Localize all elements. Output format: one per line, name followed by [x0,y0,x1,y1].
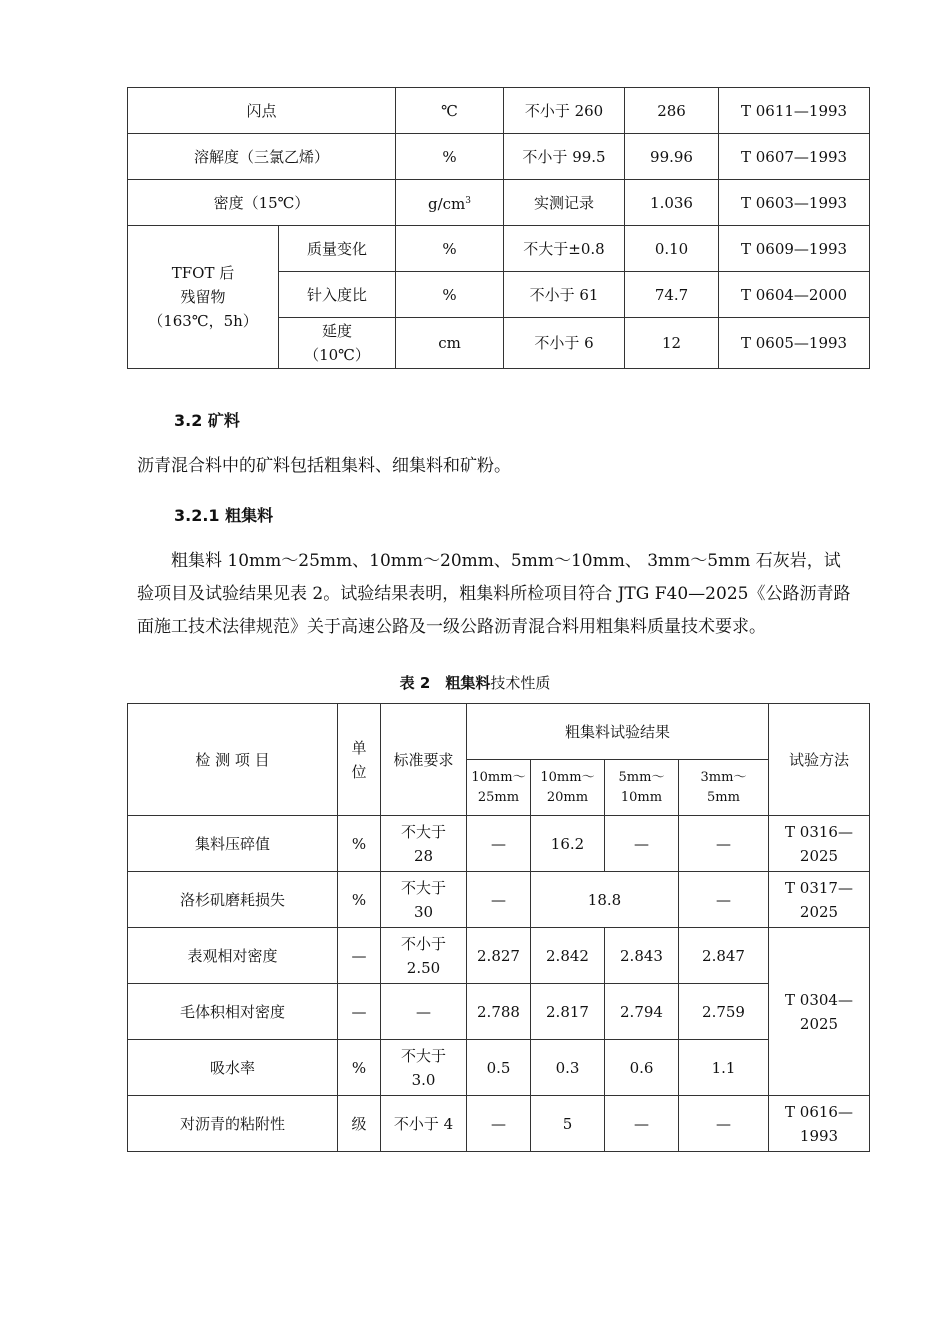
result-cell: 12 [625,318,719,369]
table-row [128,226,870,272]
result-cell: 99.96 [625,134,719,180]
unit-cell: — [338,984,381,1040]
value-cell: — [605,1096,679,1152]
subsection-heading: 3.2.1 粗集料 [174,506,274,525]
table-caption: 表 2 粗集料技术性质 [399,674,551,692]
value-cell: — [467,816,531,872]
size-header: 10mm～ 25mm [467,760,531,816]
method-cell: T 0605—1993 [719,318,870,369]
unit-cell: % [396,134,504,180]
size-header: 10mm～ 20mm [531,760,605,816]
header-results: 粗集料试验结果 [467,704,769,760]
value-cell: — [605,816,679,872]
item-cell: 吸水率 [128,1040,338,1096]
header-method: 试验方法 [769,704,870,816]
requirement-cell: 不小于 99.5 [504,134,625,180]
paragraph: 沥青混合料中的矿料包括粗集料、细集料和矿粉。 [137,456,511,476]
asphalt-properties-table [127,87,870,369]
header-requirement: 标准要求 [381,704,467,816]
table-row [128,134,870,180]
method-cell: T 0316— 2025 [769,816,870,872]
method-cell: T 0607—1993 [719,134,870,180]
item-cell: 集料压碎值 [128,816,338,872]
header-row [128,704,870,760]
method-cell: T 0603—1993 [719,180,870,226]
item-cell: 洛杉矶磨耗损失 [128,872,338,928]
unit-cell: — [338,928,381,984]
value-cell: 2.847 [679,928,769,984]
unit-cell: % [396,272,504,318]
value-cell: 0.5 [467,1040,531,1096]
value-cell: — [679,816,769,872]
item-cell: 对沥青的粘附性 [128,1096,338,1152]
requirement-cell: 不大于 30 [381,872,467,928]
value-cell: 2.843 [605,928,679,984]
unit-cell: % [338,1040,381,1096]
requirement-cell: 实测记录 [504,180,625,226]
value-cell: — [467,872,531,928]
table-row [128,984,870,1040]
value-cell: 16.2 [531,816,605,872]
header-unit: 单 位 [338,704,381,816]
unit-cell: $g/cm^3$ [396,180,504,226]
requirement-cell: 不大于±0.8 [504,226,625,272]
item-cell: 闪点 [128,88,396,134]
requirement-cell: 不大于 28 [381,816,467,872]
value-cell: — [467,1096,531,1152]
method-cell: T 0616— 1993 [769,1096,870,1152]
table-row [128,928,870,984]
value-cell: 2.788 [467,984,531,1040]
value-cell: 2.827 [467,928,531,984]
group-label-cell: TFOT 后 残留物 （163℃，5h） [128,226,279,369]
value-cell: 5 [531,1096,605,1152]
table-row [128,180,870,226]
item-cell: 毛体积相对密度 [128,984,338,1040]
result-cell: 286 [625,88,719,134]
header-item: 检 测 项 目 [128,704,338,816]
requirement-cell: 不小于 6 [504,318,625,369]
size-header: 3mm～ 5mm [679,760,769,816]
item-cell: 质量变化 [279,226,396,272]
table-row [128,88,870,134]
result-cell: 74.7 [625,272,719,318]
item-cell: 表观相对密度 [128,928,338,984]
result-cell: 0.10 [625,226,719,272]
method-cell: T 0609—1993 [719,226,870,272]
result-cell: 1.036 [625,180,719,226]
item-cell: 针入度比 [279,272,396,318]
unit-cell: cm [396,318,504,369]
value-cell: 0.3 [531,1040,605,1096]
value-cell: 2.794 [605,984,679,1040]
value-cell: 2.759 [679,984,769,1040]
requirement-cell: 不小于 4 [381,1096,467,1152]
paragraph: 粗集料 10mm～25mm、10mm～20mm、5mm～10mm、 3mm～5mm 石灰岩，试验项目及试验结果见表 2。试验结果表明，粗集料所检项目符合 JTG F40—2025《公路沥青路面施工技术法律规范》关于高速公路及一级公路沥青混合料用粗集料质量技术要求。 [137,551,851,637]
value-cell: — [679,1096,769,1152]
value-cell: 1.1 [679,1040,769,1096]
method-cell: T 0304— 2025 [769,928,870,1096]
value-cell: 2.842 [531,928,605,984]
size-header: 5mm～ 10mm [605,760,679,816]
table-row [128,872,870,928]
value-cell: — [679,872,769,928]
table-row [128,1096,870,1152]
value-cell: 2.817 [531,984,605,1040]
method-cell: T 0604—2000 [719,272,870,318]
method-cell: T 0317— 2025 [769,872,870,928]
unit-cell: 级 [338,1096,381,1152]
table-row [128,816,870,872]
value-cell: 18.8 [531,872,679,928]
requirement-cell: 不大于 3.0 [381,1040,467,1096]
item-cell: 密度（15℃） [128,180,396,226]
requirement-cell: — [381,984,467,1040]
unit-cell: % [338,872,381,928]
unit-cell: ℃ [396,88,504,134]
table-row [128,1040,870,1096]
section-heading: 3.2 矿料 [174,411,240,430]
unit-cell: % [396,226,504,272]
item-cell: 溶解度（三氯乙烯） [128,134,396,180]
unit-cell: % [338,816,381,872]
requirement-cell: 不小于 2.50 [381,928,467,984]
requirement-cell: 不小于 260 [504,88,625,134]
value-cell: 0.6 [605,1040,679,1096]
requirement-cell: 不小于 61 [504,272,625,318]
method-cell: T 0611—1993 [719,88,870,134]
coarse-aggregate-table [127,703,870,1152]
item-cell: 延度 （10℃） [279,318,396,369]
